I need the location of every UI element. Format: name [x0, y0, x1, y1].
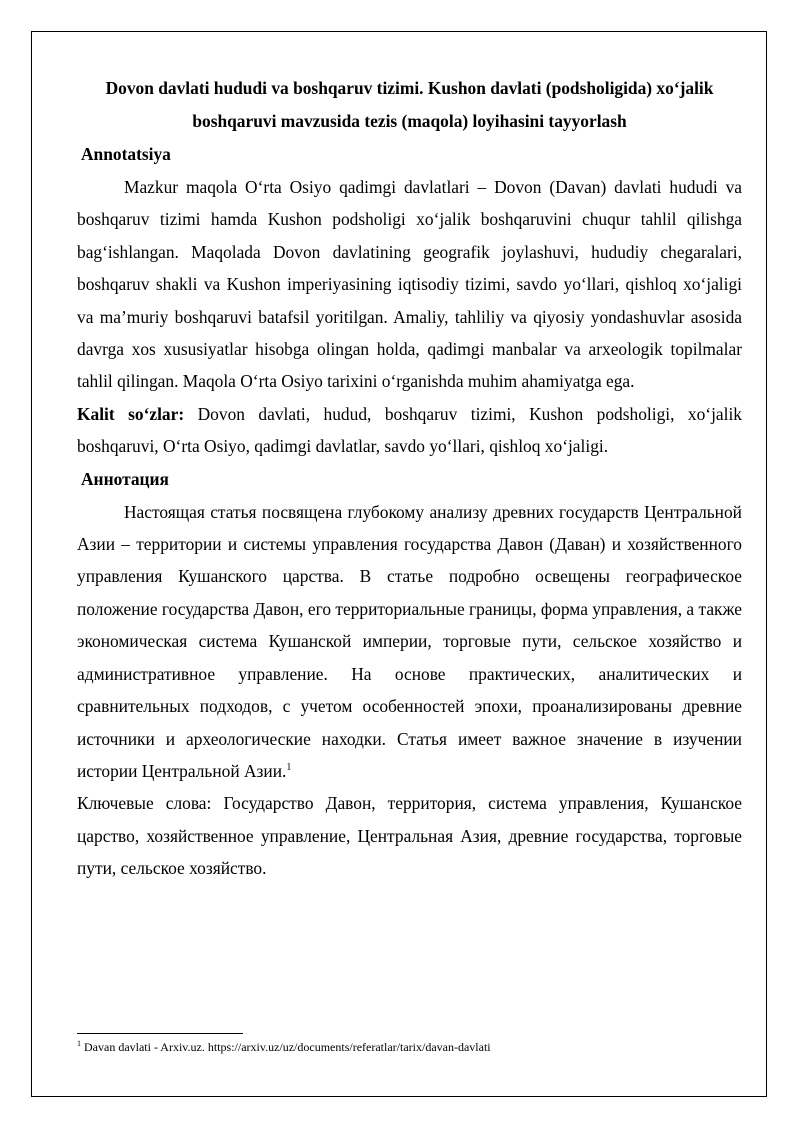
- keywords-ru-label: Ключевые слова:: [77, 793, 212, 814]
- footnote-text: Davan davlati - Arxiv.uz. https://arxiv.uz/uz/documents/referatlar/tarix/davan-davlati: [84, 1040, 491, 1054]
- keywords-ru-text: Государство Давон, территория, система управления, Кушанское царство, хозяйственное управление, Центральная Азия, древние государства, торговые пути, сельское хозяйство.: [77, 793, 742, 879]
- document-title: Dovon davlati hududi va boshqaruv tizimi. Kushon davlati (podsholigida) xo‘jalik boshqaruvi mavzusida tezis (maqola) loyihasini tayyorlash: [105, 78, 714, 131]
- annotation-uz-heading: Annotatsiya: [81, 144, 171, 164]
- keywords-uz: [77, 398, 742, 463]
- footnote-number: 1: [77, 1039, 81, 1048]
- keywords-uz-label: Kalit so‘zlar:: [77, 403, 185, 424]
- footnote: [77, 1039, 491, 1055]
- keywords-ru: [77, 787, 742, 884]
- annotation-ru-paragraph: [77, 496, 742, 788]
- footnote-separator: [77, 1033, 243, 1034]
- annotation-uz-text: Mazkur maqola O‘rta Osiyo qadimgi davlatlari – Dovon (Davan) davlati hududi va boshqaruv tizimi hamda Kushon podsholigi xo‘jalik boshqaruvini chuqur tahlil qilishga bag‘ishlangan. Maqolada Dovon davlatining geografik joylashuvi, hududiy chegaralari, boshqaruv shakli va Kushon imperiyasining iqtisodiy tizimi, savdo yo‘llari, qishloq xo‘jaligi va ma’muriy boshqaruvi batafsil yoritilgan. Amaliy, tahliliy va qiyosiy yondashuvlar asosida davrga xos xususiyatlar hisobga olingan holda, qadimgi manbalar va arxeologik topilmalar tahlil qilingan. Maqola O‘rta Osiyo tarixini o‘rganishda muhim ahamiyatga ega.: [77, 177, 742, 392]
- annotation-ru-heading: Аннотация: [81, 468, 169, 489]
- annotation-ru-text: Настоящая статья посвящена глубокому анализу древних государств Центральной Азии – территории и системы управления государства Давон (Даван) и хозяйственного управления Кушанского царства. В статье подробно освещены географическое положение государства Давон, его территориальные границы, форма управления, а также экономическая система Кушанской империи, торговые пути, сельское хозяйство и административное управление. На основе практических, аналитических и сравнительных подходов, с учетом особенностей эпохи, проанализированы древние источники и археологические находки. Статья имеет важное значение в изучении истории Центральной Азии.: [77, 501, 742, 781]
- footnote-reference[interactable]: 1: [286, 762, 292, 774]
- keywords-uz-text: Dovon davlati, hudud, boshqaruv tizimi, Kushon podsholigi, xo‘jalik boshqaruvi, O‘rta Osiyo, qadimgi davlatlar, savdo yo‘llari, qishloq xo‘jaligi.: [77, 403, 742, 457]
- document-body: [77, 72, 742, 885]
